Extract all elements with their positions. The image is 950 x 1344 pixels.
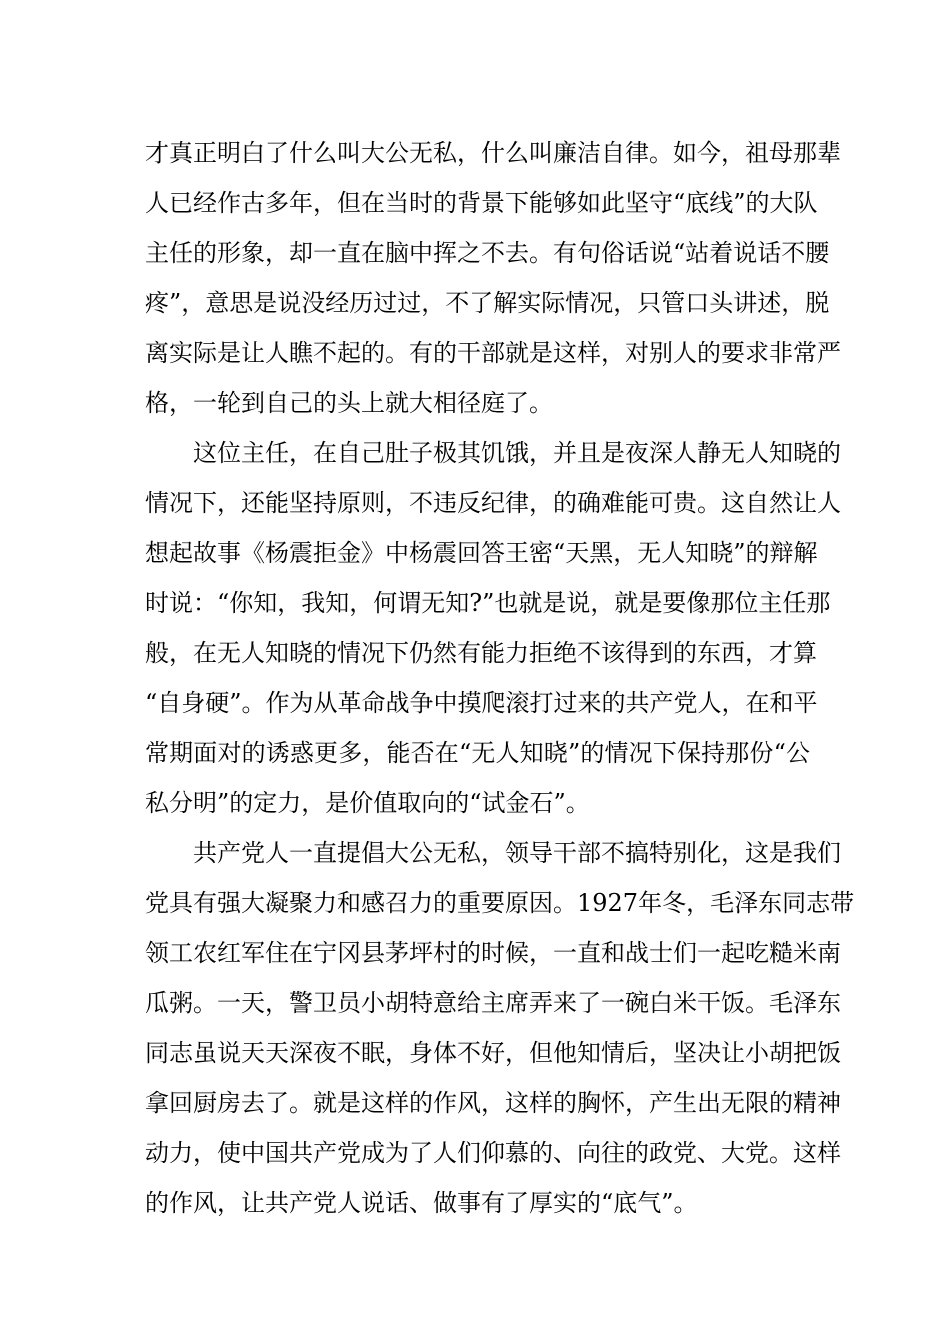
text-line: 这位主任，在自己肚子极其饥饿，并且是夜深人静无人知晓的 bbox=[193, 439, 841, 467]
text-line: 疼”，意思是说没经历过过，不了解实际情况，只管口头讲述，脱 bbox=[145, 289, 830, 317]
text-line: 人已经作古多年，但在当时的背景下能够如此坚守“底线”的大队 bbox=[145, 189, 818, 217]
text-line: 瓜粥。一天，警卫员小胡特意给主席弄来了一碗白米干饭。毛泽东 bbox=[145, 989, 841, 1017]
text-line: 情况下，还能坚持原则，不违反纪律，的确难能可贵。这自然让人 bbox=[145, 489, 841, 517]
text-line: 同志虽说天天深夜不眠，身体不好，但他知情后，坚决让小胡把饭 bbox=[145, 1039, 841, 1067]
text-line: 党具有强大凝聚力和感召力的重要原因。1927年冬，毛泽东同志带 bbox=[145, 889, 855, 917]
text-line: 主任的形象，却一直在脑中挥之不去。有句俗话说“站着说话不腰 bbox=[145, 239, 830, 267]
text-line: 私分明”的定力，是价值取向的“试金石”。 bbox=[145, 789, 590, 817]
text-line: 般，在无人知晓的情况下仍然有能力拒绝不该得到的东西，才算 bbox=[145, 639, 817, 667]
text-line: 共产党人一直提倡大公无私，领导干部不搞特别化，这是我们 bbox=[193, 839, 841, 867]
text-line: 的作风，让共产党人说话、做事有了厚实的“底气”。 bbox=[145, 1189, 698, 1217]
text-line: 离实际是让人瞧不起的。有的干部就是这样，对别人的要求非常严 bbox=[145, 339, 841, 367]
text-line: 动力，使中国共产党成为了人们仰慕的、向往的政党、大党。这样 bbox=[145, 1139, 841, 1167]
text-line: 领工农红军住在宁冈县茅坪村的时候，一直和战士们一起吃糙米南 bbox=[145, 939, 841, 967]
paragraph bbox=[145, 828, 855, 1228]
body-text bbox=[145, 128, 855, 1228]
text-line: 想起故事《杨震拒金》中杨震回答王密“天黑，无人知晓”的辩解 bbox=[145, 539, 818, 567]
text-line: 格，一轮到自己的头上就大相径庭了。 bbox=[145, 389, 553, 417]
text-line: 拿回厨房去了。就是这样的作风，这样的胸怀，产生出无限的精神 bbox=[145, 1089, 841, 1117]
text-line: 常期面对的诱惑更多，能否在“无人知晓”的情况下保持那份“公 bbox=[145, 739, 810, 767]
paragraph bbox=[145, 128, 841, 428]
text-line: “自身硬”。作为从革命战争中摸爬滚打过来的共产党人，在和平 bbox=[145, 689, 818, 717]
text-line: 才真正明白了什么叫大公无私，什么叫廉洁自律。如今，祖母那辈 bbox=[145, 139, 841, 167]
paragraph bbox=[145, 428, 841, 828]
text-line: 时说：“你知，我知，何谓无知?”也就是说，就是要像那位主任那 bbox=[145, 589, 831, 617]
